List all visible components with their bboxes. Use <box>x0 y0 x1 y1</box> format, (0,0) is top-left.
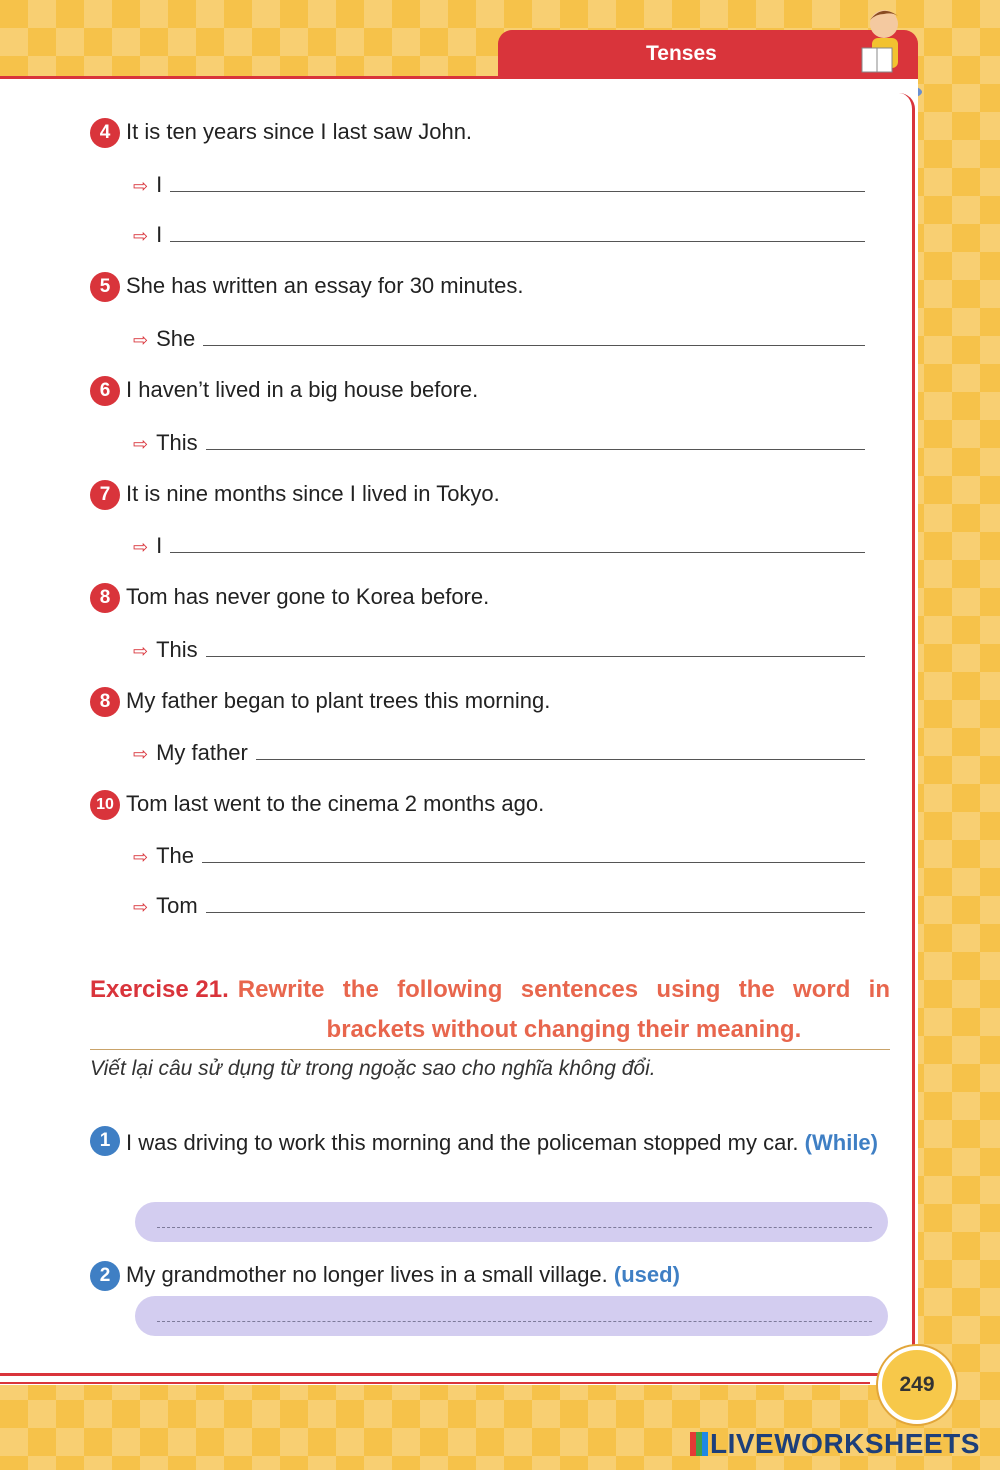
question-7 <box>90 480 500 510</box>
answer-box[interactable] <box>135 1296 888 1336</box>
answer-starter: I <box>156 172 163 197</box>
arrow-right-icon: ⇨ <box>133 897 149 917</box>
answer-starter: My father <box>156 740 248 765</box>
question-text: I haven’t lived in a big house before. <box>126 376 479 402</box>
footer-divider <box>0 1382 870 1384</box>
arrow-right-icon: ⇨ <box>133 330 149 350</box>
answer-blank[interactable] <box>206 638 865 657</box>
answer-blank[interactable] <box>170 173 865 192</box>
item-keyword: (used) <box>613 1262 680 1287</box>
answer-line[interactable] <box>133 430 865 456</box>
dotted-answer-line <box>157 1321 872 1322</box>
arrow-right-icon: ⇨ <box>133 641 149 661</box>
section-title: Tenses <box>646 42 717 65</box>
item-text: My grandmother no longer lives in a small village. <box>126 1262 608 1287</box>
exercise-item-2 <box>90 1256 890 1293</box>
exercise-subtitle: Viết lại câu sử dụng từ trong ngoặc sao cho nghĩa không đổi. <box>90 1057 656 1080</box>
item-number-badge: 2 <box>90 1261 120 1291</box>
question-text: It is ten years since I last saw John. <box>126 118 473 144</box>
answer-line[interactable] <box>133 740 865 766</box>
question-5 <box>90 272 523 302</box>
answer-blank[interactable] <box>170 534 865 553</box>
question-10 <box>90 790 544 820</box>
question-number-badge: 10 <box>90 790 120 820</box>
question-number-badge: 8 <box>90 687 120 717</box>
arrow-right-icon: ⇨ <box>133 847 149 867</box>
answer-blank[interactable] <box>203 327 865 346</box>
arrow-right-icon: ⇨ <box>133 537 149 557</box>
question-9 <box>90 687 550 717</box>
answer-blank[interactable] <box>206 431 865 450</box>
answer-starter: Tom <box>156 893 198 918</box>
answer-line[interactable] <box>133 893 865 919</box>
header-band <box>0 0 1000 78</box>
answer-starter: The <box>156 843 195 868</box>
item-text: I was driving to work this morning and the policeman stopped my car. <box>126 1130 799 1155</box>
question-text: She has written an essay for 30 minutes. <box>126 272 524 298</box>
question-text: Tom has never gone to Korea before. <box>126 583 490 609</box>
question-4 <box>90 118 472 148</box>
arrow-right-icon: ⇨ <box>133 434 149 454</box>
answer-starter: This <box>156 430 198 455</box>
answer-starter: This <box>156 637 198 662</box>
answer-starter: I <box>156 533 163 558</box>
answer-starter: I <box>156 222 163 247</box>
question-number-badge: 7 <box>90 480 120 510</box>
arrow-right-icon: ⇨ <box>133 226 149 246</box>
answer-line[interactable] <box>133 222 865 248</box>
question-number-badge: 5 <box>90 272 120 302</box>
answer-blank[interactable] <box>170 223 865 242</box>
answer-blank[interactable] <box>202 844 865 863</box>
answer-line[interactable] <box>133 533 865 559</box>
exercise-item-1 <box>90 1124 890 1161</box>
question-text: My father began to plant trees this morning. <box>126 687 551 713</box>
question-text: It is nine months since I lived in Tokyo. <box>126 480 500 506</box>
exercise-divider <box>90 1049 890 1050</box>
answer-blank[interactable] <box>206 894 865 913</box>
question-text: Tom last went to the cinema 2 months ago. <box>126 790 545 816</box>
question-number-badge: 6 <box>90 376 120 406</box>
dotted-answer-line <box>157 1227 872 1228</box>
answer-line[interactable] <box>133 843 865 869</box>
question-6 <box>90 376 478 406</box>
answer-line[interactable] <box>133 172 865 198</box>
answer-line[interactable] <box>133 326 865 352</box>
exercise-label: Exercise 21. <box>90 976 229 1003</box>
item-keyword: (While) <box>804 1130 878 1155</box>
answer-box[interactable] <box>135 1202 888 1242</box>
page-number: 249 <box>878 1346 956 1424</box>
arrow-right-icon: ⇨ <box>133 744 149 764</box>
item-number-badge: 1 <box>90 1126 120 1156</box>
brand-watermark <box>690 1428 980 1460</box>
question-8 <box>90 583 489 613</box>
liveworksheets-logo-icon <box>690 1432 708 1456</box>
exercise-title <box>90 970 890 1050</box>
question-number-badge: 8 <box>90 583 120 613</box>
answer-blank[interactable] <box>256 741 865 760</box>
arrow-right-icon: ⇨ <box>133 176 149 196</box>
brand-name: LIVEWORKSHEETS <box>710 1428 980 1459</box>
question-number-badge: 4 <box>90 118 120 148</box>
answer-line[interactable] <box>133 637 865 663</box>
exercise-instruction: Rewrite the following sentences using the word in brackets without changing their meaning. <box>237 976 890 1043</box>
answer-starter: She <box>156 326 196 351</box>
